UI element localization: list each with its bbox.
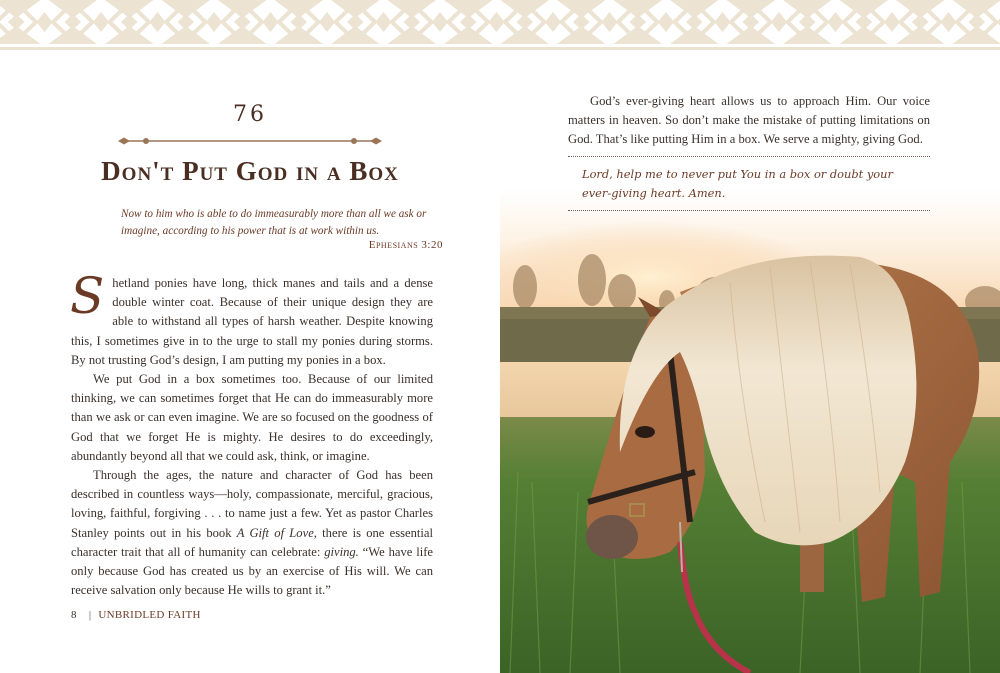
diamond-pattern-icon (0, 0, 1000, 52)
paragraph-text: We put God in a box sometimes too. Because of our limited thinking, we can sometimes forget that He can do immeasurably more than we ask or can even imagine. We are so focused on the goodness of God that we forget He is mighty. He desires to do exceedingly, abundantly beyond all that we could ask, think, or imagine. (71, 372, 433, 463)
paragraph-text: Through the ages, the nature and character of God has been described in countless ways—holy, compassionate, merciful, gracious, loving, faithful, forgiving . . . to name just a few. Yet as pastor Charles Stanley points out in his book (71, 468, 433, 540)
epigraph-verse: Now to him who is able to do immeasurably more than all we ask or imagine, according to his power that is at work within us. (121, 208, 427, 237)
devotion-continuation (568, 92, 930, 150)
book-title-italic: A Gift of Love (236, 525, 314, 540)
quotation-text: “We have life only because God has created us by an exercise of His will. We can receive salvation only because He wills to grant it.” (71, 544, 433, 598)
book-title: UNBRIDLED FAITH (98, 609, 201, 621)
devotion-title: Don't Put God in a Box (101, 156, 399, 186)
prayer-rule-top (568, 156, 930, 157)
running-footer (71, 609, 201, 621)
devotion-number: 76 (233, 102, 267, 127)
ornamental-rule-icon (118, 134, 382, 148)
prayer-rule-bottom (568, 210, 930, 211)
page-number: 8 (71, 609, 77, 621)
emphasis-italic: giving. (324, 544, 359, 559)
right-page (500, 52, 1000, 673)
paragraph-text: hetland ponies have long, thick manes and tails and a dense double winter coat. Because of their unique design they are able to withstand all types of harsh weather. Despite knowing this, I sometimes give in to the urge to stall my ponies during storms. By not trusting God’s design, I am putting my ponies in a box. (71, 276, 433, 367)
devotion-body (70, 267, 433, 600)
left-page (0, 52, 500, 673)
paragraph-3 (71, 466, 433, 600)
footer-separator: | (88, 609, 92, 621)
paragraph-2 (71, 370, 433, 466)
epigraph-reference: Ephesians 3:20 (368, 239, 443, 251)
drop-cap: S (70, 267, 105, 325)
closing-prayer: Lord, help me to never put You in a box or doubt your ever-giving heart. Amen. (582, 167, 893, 200)
decorative-top-border (0, 0, 1000, 52)
paragraph-4: God’s ever-giving heart allows us to approach Him. Our voice matters in heaven. So don’t make the mistake of putting limitations on God. That’s like putting Him in a box. We serve a mighty, giving God. (568, 94, 930, 147)
paragraph-text: , there is one essential character trait that all of humanity can celebrate: (71, 525, 433, 559)
paragraph-1 (70, 267, 433, 370)
